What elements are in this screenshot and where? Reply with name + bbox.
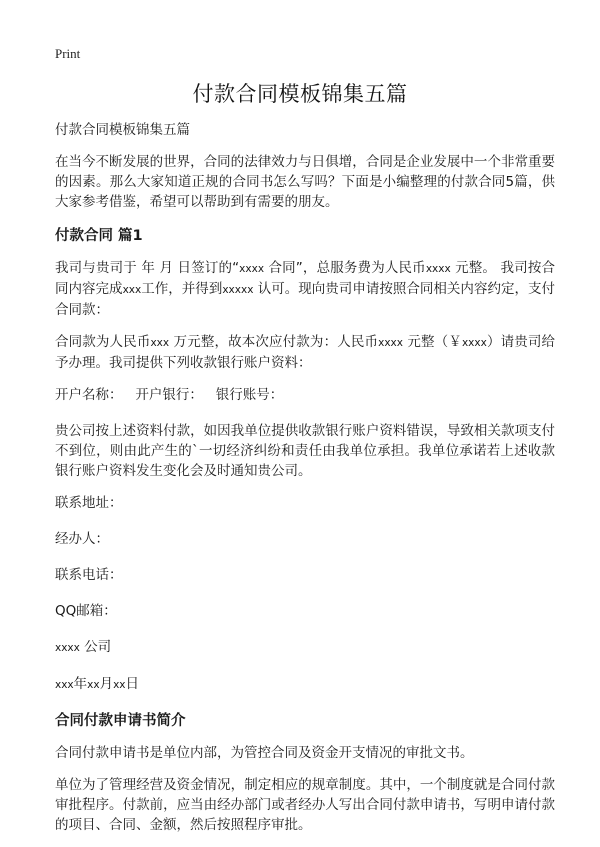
intro-paragraph: 在当今不断发展的世界，合同的法律效力与日俱增，合同是企业发展中一个非常重要的因素。那么大家知道正规的合同书怎么写吗？下面是小编整理的付款合同5篇，供大家参考借鉴，希望可以帮助到有需要的朋友。 xyxy=(55,154,555,210)
section2-paragraph-2: 单位为了管理经营及资金情况，制定相应的规章制度。其中，一个制度就是合同付款审批程序。付款前，应当由经办部门或者经办人写出合同付款申请书，写明申请付款的项目、合同、金额，然后按照程序审批。 xyxy=(55,777,555,833)
company-signature: xxxx 公司 xyxy=(55,639,112,655)
print-link[interactable]: Print xyxy=(55,46,81,61)
account-info-line: 开户名称： 开户银行： 银行账号： xyxy=(55,387,284,403)
section2-heading: 合同付款申请书简介 xyxy=(55,713,186,729)
contact-phone-label: 联系电话： xyxy=(55,567,123,583)
section2-paragraph-1: 合同付款申请书是单位内部，为管控合同及资金开支情况的审批文书。 xyxy=(55,745,474,761)
document-title: 付款合同模板锦集五篇 xyxy=(192,82,408,106)
qq-email-label: QQ邮箱： xyxy=(55,603,117,619)
section1-paragraph-2: 合同款为人民币xxx 万元整，故本次应付款为：人民币xxxx 元整（￥xxxx）请贵司给予办理。我司提供下列收款银行账户资料： xyxy=(55,334,556,371)
section1-paragraph-1: 我司与贵司于 年 月 日签订的“xxxx 合同”，总服务费为人民币xxxx 元整。 我司按合同内容完成xxx工作，并得到xxxxx 认可。现向贵司申请按照合同相关内容约定，支付合同款： xyxy=(55,260,556,318)
contact-address-label: 联系地址： xyxy=(55,495,123,511)
signature-date: xxx年xx月xx日 xyxy=(55,676,140,692)
section1-heading: 付款合同 篇1 xyxy=(55,228,143,244)
document-subtitle: 付款合同模板锦集五篇 xyxy=(55,122,190,138)
handler-label: 经办人： xyxy=(55,531,109,547)
section1-paragraph-3: 贵公司按上述资料付款，如因我单位提供收款银行账户资料错误，导致相关款项支付不到位，则由此产生的`一切经济纠纷和责任由我单位承担。我单位承诺若上述收款银行账户资料发生变化会及时通知贵公司。 xyxy=(55,423,555,479)
document-body xyxy=(55,120,555,847)
